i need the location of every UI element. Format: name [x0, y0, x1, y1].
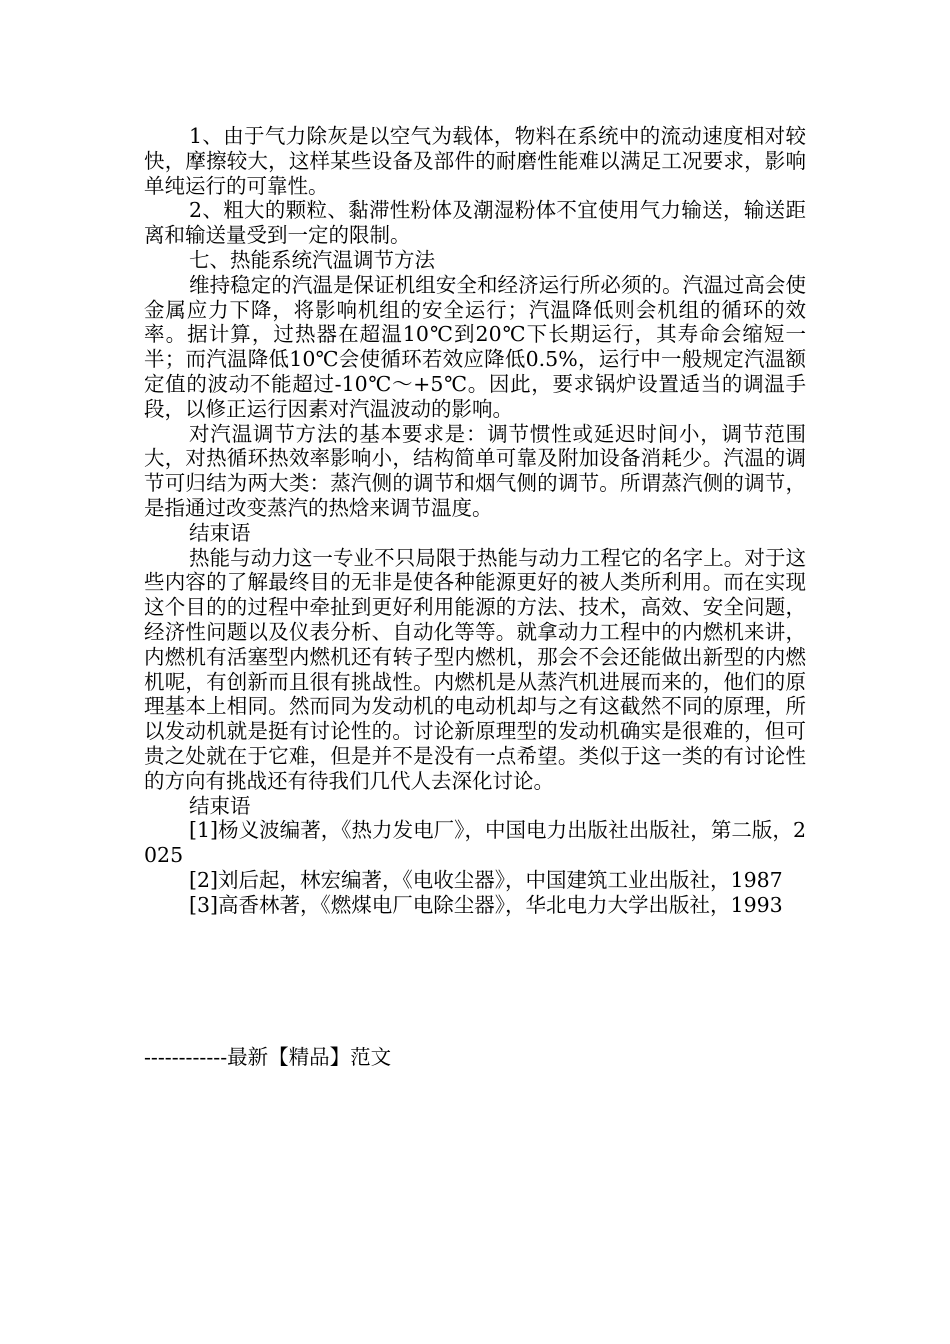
paragraph-point-2: 2、粗大的颗粒、黏滞性粉体及潮湿粉体不宜使用气力输送，输送距离和输送量受到一定的限制。 — [144, 198, 806, 248]
reference-item-3: [3]高香林著，《燃煤电厂电除尘器》，华北电力大学出版社，1993 — [189, 892, 783, 917]
paragraph-steam-temperature: 维持稳定的汽温是保证机组安全和经济运行所必须的。汽温过高会使金属应力下降，将影响机组的安全运行；汽温降低则会机组的循环的效率。据计算，过热器在超温10℃到20℃下长期运行，其寿命会缩短一半；而汽温降低10℃会使循环若效应降低0.5%，运行中一般规定汽温额定值的波动不能超过-10℃～+5℃。因此，要求锅炉设置适当的调温手段，以修正运行因素对汽温波动的影响。 — [144, 272, 806, 421]
paragraph-conclusion: 热能与动力这一专业不只局限于热能与动力工程它的名字上。对于这些内容的了解最终目的无非是使各种能源更好的被人类所利用。而在实现这个目的的过程中牵扯到更好利用能源的方法、技术，高效、安全问题，经济性问题以及仪表分析、自动化等等。就拿动力工程中的内燃机来讲，内燃机有活塞型内燃机还有转子型内燃机，那会不会还能做出新型的内燃机呢，有创新而且很有挑战性。内燃机是从蒸汽机进展而来的，他们的原理基本上相同。然而同为发动机的电动机却与之有这截然不同的原理，所以发动机就是挺有讨论性的。讨论新原理型的发动机确实是很难的，但可贵之处就在于它难，但是并不是没有一点希望。类似于这一类的有讨论性的方向有挑战还有待我们几代人去深化讨论。 — [144, 545, 806, 793]
document-body — [144, 124, 806, 918]
conclusion-heading: 结束语 — [189, 520, 251, 545]
paragraph-point-1: 1、由于气力除灰是以空气为载体，物料在系统中的流动速度相对较快，摩擦较大，这样某些设备及部件的耐磨性能难以满足工况要求，影响单纯运行的可靠性。 — [144, 124, 806, 198]
section-heading: 七、热能系统汽温调节方法 — [189, 247, 435, 272]
reference-item-1: [1]杨义波编著，《热力发电厂》，中国电力出版社出版社，第二版，2025 — [144, 818, 806, 868]
paragraph-regulation-requirements: 对汽温调节方法的基本要求是：调节惯性或延迟时间小，调节范围大，对热循环热效率影响小，结构简单可靠及附加设备消耗少。汽温的调节可归结为两大类：蒸汽侧的调节和烟气侧的调节。所谓蒸汽侧的调节，是指通过改变蒸汽的热焓来调节温度。 — [144, 421, 806, 520]
references-heading: 结束语 — [189, 793, 251, 818]
page-footer: ------------最新【精品】范文 — [144, 1045, 392, 1069]
reference-item-2: [2]刘后起，林宏编著，《电收尘器》，中国建筑工业出版社，1987 — [189, 867, 783, 892]
